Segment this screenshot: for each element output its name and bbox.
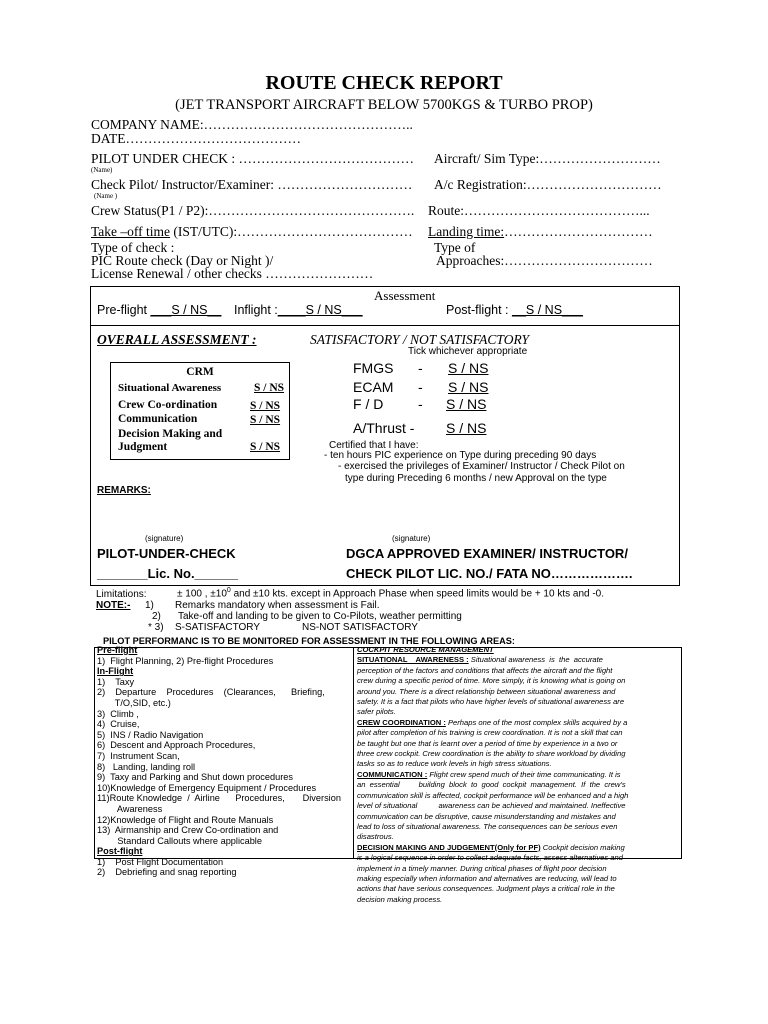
- system-fd-dash: -: [418, 396, 423, 412]
- area-body-text: disastrous.: [357, 832, 394, 842]
- preflight-label: Pre-flight: [97, 303, 151, 317]
- area-body-text: pilot after completion of his training is crew coordination. It is not a skill that can: [357, 728, 623, 738]
- crm-description-line: [357, 676, 679, 686]
- certified-line-1: - ten hours PIC experience on Type during preceding 90 days: [324, 450, 597, 461]
- crm-description-line: [357, 832, 679, 842]
- monitoring-area-item: [97, 762, 351, 773]
- name-hint: (Name): [91, 166, 113, 174]
- system-fmgs-dash: -: [418, 360, 423, 376]
- area-body-text: Cockpit decision making: [540, 842, 625, 852]
- crm-description-line: [357, 759, 679, 769]
- crm-description-line: [357, 687, 679, 697]
- area-heading-text: Standard Callouts where applicable: [97, 835, 262, 846]
- area-body-text: level of situational awareness can be achieved and maintained. Ineffective: [357, 801, 626, 811]
- note-3-text: S-SATISFACTORY: [175, 622, 261, 633]
- area-body-text: crew during a specific period of time. More simply, it is knowing what is going on: [357, 676, 626, 686]
- areas-left-column: [97, 645, 351, 878]
- overall-assessment-label: OVERALL ASSESSMENT :: [97, 332, 257, 347]
- area-heading-text: 3) Climb ,: [97, 708, 139, 719]
- limitations-label: Limitations:: [96, 589, 147, 600]
- overall-assessment-value: SATISFACTORY / NOT SATISFACTORY: [310, 332, 529, 347]
- note-label: NOTE:-: [96, 600, 131, 611]
- crm-item-communication: Communication: [118, 413, 198, 425]
- monitoring-area-item: [97, 645, 351, 656]
- area-heading-text: 2) Departure Procedures (Clearances, Briefing,: [97, 687, 325, 698]
- crew-status-field: Crew Status(P1 / P2):……………………………………….: [91, 203, 415, 218]
- examiner-signature-label: DGCA APPROVED EXAMINER/ INSTRUCTOR/: [346, 546, 628, 561]
- area-heading-text: COCKPIT RESOURCE MANAGEMENT: [357, 645, 494, 654]
- area-heading-text: 1) Taxy: [97, 676, 135, 687]
- remarks-label: REMARKS:: [97, 485, 151, 496]
- system-athrust-label: A/Thrust -: [353, 420, 415, 436]
- area-body-text: decision making process.: [357, 894, 443, 904]
- crm-description-line: [357, 728, 679, 738]
- crm-item-crew-coordination: Crew Co-ordination: [118, 399, 218, 411]
- company-name-field: COMPANY NAME:………………………………………..: [91, 117, 413, 132]
- area-body-text: actions that have serious consequences. Judgment plays a critical role in the: [357, 884, 615, 894]
- page-subtitle: (JET TRANSPORT AIRCRAFT BELOW 5700KGS & TURBO PROP): [175, 97, 593, 113]
- area-heading-text: 6) Descent and Approach Procedures,: [97, 740, 256, 751]
- inflight-label: Inflight :: [234, 303, 278, 317]
- pilot-under-check-field: PILOT UNDER CHECK : …………………………………: [91, 151, 415, 166]
- system-ecam-label: ECAM: [353, 379, 394, 395]
- area-heading-text: 2) Debriefing and snag reporting: [97, 867, 237, 878]
- area-heading-text: CREW COORDINATION :: [357, 717, 446, 727]
- monitoring-area-item: [97, 656, 351, 667]
- crm-value-crew-coordination: S / NS: [250, 400, 281, 412]
- crm-description-line: [357, 822, 679, 832]
- area-body-text: tasks so as to reduce work levels in high stress situations.: [357, 759, 552, 769]
- limitations-text-b: and ±10 kts. except in Approach Phase when speed limits would be + 10 kts and -0.: [230, 588, 605, 600]
- license-renewal-label: License Renewal / other checks ……………………: [91, 266, 374, 281]
- crm-item-situational-awareness: Situational Awareness: [118, 382, 222, 394]
- area-body-text: is a logical sequence in order to collect adequate facts, assess alternatives and: [357, 853, 623, 863]
- certified-line-3: type during Preceding 6 months / new Approval on the type: [345, 473, 607, 484]
- crm-description-line: [357, 749, 679, 759]
- area-heading-text: DECISION MAKING AND JUDGEMENT(Only for PF): [357, 842, 541, 852]
- area-heading-text: 7) Instrument Scan,: [97, 750, 180, 761]
- tick-hint: Tick whichever appropriate: [408, 346, 528, 357]
- area-heading-text: 12)Knowledge of Flight and Route Manuals: [97, 814, 274, 825]
- limitations-text: [177, 587, 604, 599]
- areas-right-column: [357, 645, 679, 905]
- preflight-assessment: [97, 303, 221, 317]
- crm-value-judgment: S / NS: [250, 441, 281, 453]
- area-body-text: safety. It is a fact that pilots who have higher levels of situational awareness are: [357, 697, 625, 707]
- crm-description-line: [357, 853, 679, 863]
- preflight-value: ___S / NS__: [150, 303, 222, 317]
- monitoring-area-item: [97, 719, 351, 730]
- limitations-divider: [90, 585, 680, 586]
- system-fmgs-value: S / NS: [448, 360, 489, 376]
- inflight-value: ____S / NS___: [277, 303, 363, 317]
- limitations-text-a: ± 100 , ±10: [177, 588, 227, 600]
- area-heading-text: Awareness: [97, 803, 163, 814]
- area-body-text: implement in a timely manner. During critical phases of flight poor decision: [357, 863, 607, 873]
- postflight-assessment: [446, 303, 583, 317]
- area-body-text: Situational awareness is the accurate: [468, 655, 603, 665]
- crm-description-line: [357, 655, 679, 665]
- name-hint: (Name ): [94, 192, 118, 200]
- crm-description-line: [357, 843, 679, 853]
- takeoff-rest: (IST/UTC):…………………………………: [170, 224, 413, 239]
- landing-label: Landing time:: [428, 224, 505, 239]
- monitoring-area-item: [97, 783, 351, 794]
- page-title: ROUTE CHECK REPORT: [265, 72, 503, 94]
- area-heading-text: T/O,SID, etc.): [97, 697, 171, 708]
- system-fd-value: S / NS: [446, 396, 487, 412]
- crm-description-line: [357, 666, 679, 676]
- crm-description-line: [357, 801, 679, 811]
- limitations-superscript: 0: [226, 587, 231, 594]
- crm-description-line: [357, 780, 679, 790]
- monitoring-areas-heading: PILOT PERFORMANC IS TO BE MONITORED FOR ASSESSMENT IN THE FOLLOWING AREAS:: [103, 636, 515, 646]
- area-body-text: Perhaps one of the most complex skills acquired by a: [445, 717, 628, 727]
- monitoring-area-item: [97, 677, 351, 688]
- signature-hint-pilot: (signature): [145, 534, 184, 543]
- crm-description-line: [357, 812, 679, 822]
- area-heading-text: Post-flight: [97, 846, 143, 857]
- note-1-num: 1): [145, 600, 154, 611]
- area-heading-text: 10)Knowledge of Emergency Equipment / Procedures: [97, 782, 317, 793]
- monitoring-area-item: [97, 709, 351, 720]
- area-heading-text: Pre-flight: [97, 645, 138, 655]
- area-heading-text: In-Flight: [97, 666, 134, 677]
- assessment-heading: Assessment: [374, 288, 436, 303]
- area-body-text: be taught but one that is learnt over a period of time by experience in a two or: [357, 738, 618, 748]
- system-fd-label: F / D: [353, 396, 384, 412]
- crm-item-decision-making: Decision Making and: [118, 428, 223, 440]
- crm-description-line: [357, 884, 679, 894]
- crm-description-line: [357, 895, 679, 905]
- area-body-text: making especially when information and alternatives are reducing, will lead to: [357, 873, 617, 883]
- crm-value-communication: S / NS: [250, 414, 281, 426]
- certified-line-2: - exercised the privileges of Examiner/ Instructor / Check Pilot on: [338, 461, 625, 472]
- signature-hint-examiner: (signature): [392, 534, 431, 543]
- area-heading-text: 1) Flight Planning, 2) Pre-flight Procedures: [97, 655, 274, 666]
- type-of-check-label: Type of check :: [91, 240, 175, 255]
- crm-description-line: [357, 770, 679, 780]
- monitoring-area-item: [97, 836, 351, 847]
- area-body-text: communication can be disruptive, cause misunderstanding and mistakes and: [357, 811, 616, 821]
- certified-heading: Certified that I have:: [329, 440, 419, 451]
- takeoff-time-field: [91, 224, 413, 240]
- note-3-text-2: NS-NOT SATISFACTORY: [302, 622, 418, 633]
- area-heading-text: 9) Taxy and Parking and Shut down procedures: [97, 772, 293, 783]
- monitoring-area-item: [97, 666, 351, 677]
- pilot-under-check-signature-label: PILOT-UNDER-CHECK: [97, 546, 236, 561]
- monitoring-area-item: [97, 687, 351, 698]
- area-heading-text: SITUATIONAL AWARENESS :: [357, 655, 469, 665]
- monitoring-area-item: [97, 751, 351, 762]
- crm-item-judgment: Judgment: [118, 441, 168, 453]
- postflight-label: Post-flight :: [446, 303, 509, 317]
- area-body-text: three crew cockpit. Crew coordination is the ability to share workload by dividing: [357, 749, 626, 759]
- postflight-value: __S / NS___: [512, 303, 583, 317]
- crm-description-line: [357, 707, 679, 717]
- system-ecam-dash: -: [418, 379, 423, 395]
- area-heading-text: 11)Route Knowledge / Airline Procedures, Diversion: [97, 793, 341, 804]
- date-field: DATE…………………………………: [91, 131, 301, 146]
- monitoring-area-item: [97, 804, 351, 815]
- route-field: Route:…………………………………...: [428, 203, 650, 218]
- check-pilot-field: Check Pilot/ Instructor/Examiner: …………………………: [91, 177, 413, 192]
- note-2-num: 2): [152, 611, 161, 622]
- monitoring-area-item: [97, 793, 351, 804]
- area-body-text: Flight crew spend much of their time communicating. It is: [427, 769, 621, 779]
- ac-registration-field: A/c Registration:…………………………: [434, 177, 662, 192]
- system-athrust-value: S / NS: [446, 420, 487, 436]
- approaches-field: Approaches:……………………………: [436, 253, 653, 268]
- landing-time-field: [428, 224, 653, 240]
- monitoring-area-item: [97, 730, 351, 741]
- area-heading-text: 4) Cruise,: [97, 719, 140, 730]
- area-heading-text: 8) Landing, landing roll: [97, 761, 196, 772]
- area-body-text: around you. There is a direct relationship between situational awareness and: [357, 686, 616, 696]
- monitoring-area-item: [97, 815, 351, 826]
- system-ecam-value: S / NS: [448, 379, 489, 395]
- crm-description-line: [357, 645, 679, 655]
- crm-description-line: [357, 791, 679, 801]
- crm-description-line: [357, 739, 679, 749]
- area-body-text: safer pilots.: [357, 707, 396, 717]
- area-body-text: perception of the factors and conditions that affects the aircraft and the flight: [357, 665, 613, 675]
- area-heading-text: COMMUNICATION :: [357, 769, 428, 779]
- crm-description-line: [357, 864, 679, 874]
- crm-description-line: [357, 874, 679, 884]
- monitoring-area-item: [97, 825, 351, 836]
- monitoring-area-item: [97, 857, 351, 868]
- monitoring-area-item: [97, 698, 351, 709]
- note-1-text: Remarks mandatory when assessment is Fail.: [175, 600, 380, 611]
- system-fmgs-label: FMGS: [353, 360, 394, 376]
- area-heading-text: 1) Post Flight Documentation: [97, 856, 224, 867]
- monitoring-area-item: [97, 867, 351, 878]
- crm-value-situational-awareness: S / NS: [254, 382, 285, 394]
- pic-route-check-label: PIC Route check (Day or Night )/: [91, 253, 274, 268]
- aircraft-type-field: Aircraft/ Sim Type:………………………: [434, 151, 661, 166]
- crm-description-line: [357, 718, 679, 728]
- check-pilot-lic-field: CHECK PILOT LIC. NO./ FATA NO……………….: [346, 566, 633, 581]
- landing-rest: ……………………………: [504, 224, 653, 239]
- area-heading-text: 13) Airmanship and Crew Co-ordination and: [97, 825, 279, 836]
- area-heading-text: 5) INS / Radio Navigation: [97, 729, 204, 740]
- crm-description-line: [357, 697, 679, 707]
- monitoring-area-item: [97, 740, 351, 751]
- crm-heading: CRM: [186, 366, 214, 378]
- takeoff-label: Take –off time: [91, 224, 171, 239]
- area-body-text: an essential building block to good cockpit management. If the crew's: [357, 780, 626, 790]
- inflight-assessment: [234, 303, 363, 317]
- note-2-text: Take-off and landing to be given to Co-Pilots, weather permitting: [178, 611, 462, 622]
- type-of-label: Type of: [434, 240, 476, 255]
- areas-table-divider: [353, 647, 354, 859]
- monitoring-area-item: [97, 772, 351, 783]
- area-body-text: communication skill is affected, cockpit performance will be enhanced and a high: [357, 790, 629, 800]
- monitoring-area-item: [97, 846, 351, 857]
- assessment-divider-1: [90, 325, 680, 326]
- lic-no-field: _______Lic. No.______: [97, 566, 238, 581]
- area-body-text: lead to loss of situational awareness. The consequences can be serious even: [357, 821, 618, 831]
- note-3-num: * 3): [148, 622, 164, 633]
